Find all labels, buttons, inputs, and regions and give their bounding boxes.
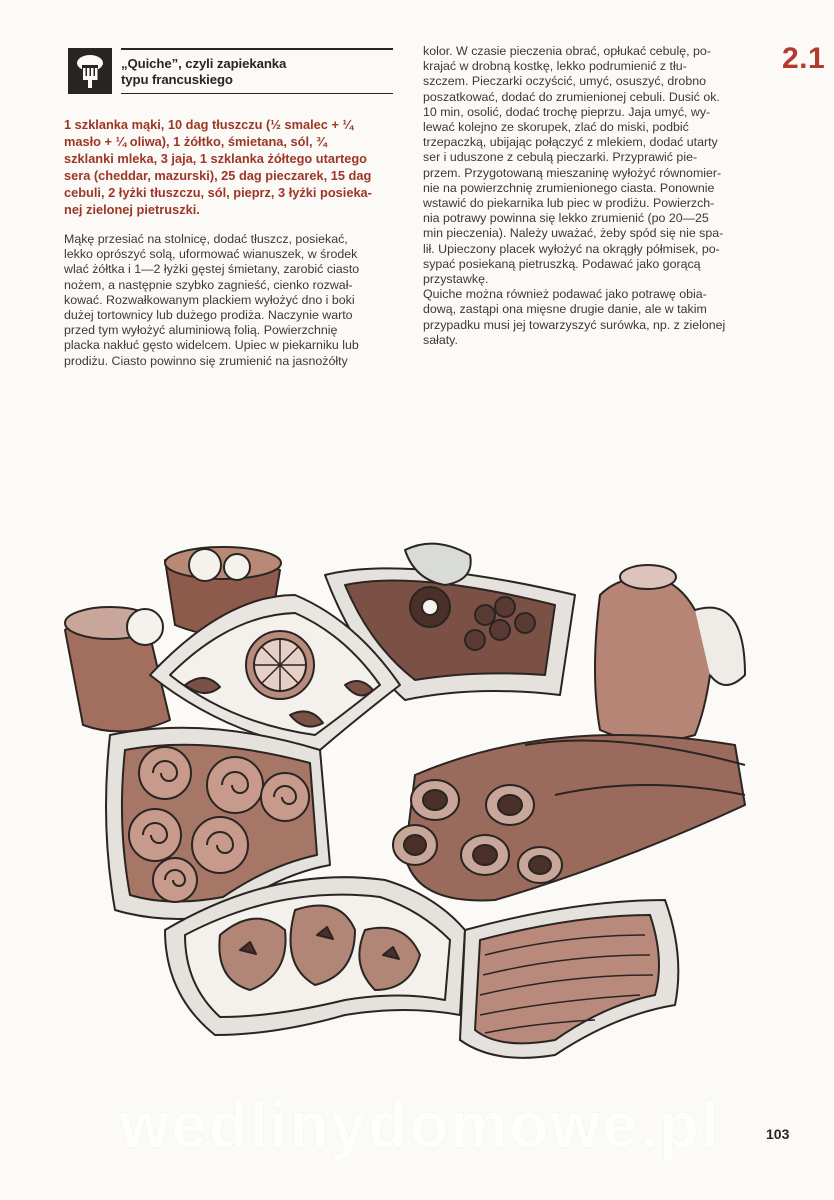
- text-line: dową, zastąpi ona mięsne drugie danie, ale w takim: [423, 302, 707, 317]
- recipe-title-line: typu francuskiego: [121, 72, 233, 87]
- text-line: szczem. Pieczarki oczyścić, umyć, osuszyć, drobno: [423, 74, 707, 89]
- ingredients-line: szklanki mleka, 3 jaja, 1 szklanka żółtego utartego: [64, 151, 367, 166]
- text-line: przystawkę.: [423, 272, 489, 287]
- text-line: sypać posiekaną pietruszką. Podawać jako gorącą: [423, 256, 701, 271]
- text-line: przem. Przygotowaną mieszaninę wyłożyć równomier-: [423, 165, 722, 180]
- instructions-left-column: [64, 232, 394, 369]
- section-number: 2.1: [782, 42, 826, 75]
- tray-fish: [460, 900, 678, 1058]
- instructions-right-column: [423, 44, 768, 348]
- ingredients-line: sera (cheddar, mazurski), 25 dag pieczarek, 15 dag: [64, 168, 372, 183]
- text-line: min pieczenia). Należy uważać, żeby spód się nie spa-: [423, 226, 724, 241]
- ingredients-list: [64, 116, 394, 218]
- text-line: ser i uduszone z cebulą pieczarki. Przyprawić pie-: [423, 150, 698, 165]
- text-line: kolor. W czasie pieczenia obrać, opłukać cebulę, po-: [423, 44, 711, 58]
- ingredients-line: cebuli, 2 łyżki tłuszczu, sól, pieprz, 3 łyżki posieka-: [64, 185, 372, 200]
- text-line: dużej tortownicy lub dużego prodiża. Naczynie warto: [64, 308, 353, 323]
- page-number: 103: [766, 1126, 790, 1142]
- text-line: lił. Upieczony placek wyłożyć na okrągły półmisek, po-: [423, 241, 720, 256]
- text-line: poszatkować, dodać do zrumienionej cebuli. Dusić ok.: [423, 89, 720, 104]
- text-line: prodiżu. Ciasto powinno się zrumienić na jasnożółty: [64, 353, 348, 368]
- text-line: przed tym wyłożyć aluminiową folią. Powierzchnię: [64, 323, 338, 338]
- watermark: wedlinydomowe.pl: [119, 1089, 721, 1161]
- text-line: placka nakłuć gęsto widelcem. Upiec w piekarniku lub: [64, 338, 359, 353]
- text-line: nożem, a następnie szybko zagnieść, cienko rozwał-: [64, 277, 353, 292]
- fork-icon: [68, 48, 112, 94]
- ingredients-line: nej zielonej pietruszki.: [64, 202, 200, 217]
- bottle: [595, 565, 745, 741]
- text-line: kować. Rozwałkowanym plackiem wyłożyć dno i boki: [64, 292, 355, 307]
- ingredients-line: 1 szklanka mąki, 10 dag tłuszczu (½ smalec + ¼: [64, 117, 354, 132]
- text-line: nia potrawy powinna się lekko zrumienić (po 20—25: [423, 211, 709, 226]
- text-line: 10 min, osolić, dodać trochę pieprzu. Jaja umyć, wy-: [423, 104, 711, 119]
- ham-rolls: [393, 735, 745, 900]
- ingredients-line: masło + ¼ oliwa), 1 żółtko, śmietana, sól, ¾: [64, 134, 327, 149]
- text-line: wlać żółtka i 1—2 łyżki gęstej śmietany, zarobić ciasto: [64, 262, 360, 277]
- text-line: przypadku musi jej towarzyszyć surówka, np. z zielonej: [423, 317, 726, 332]
- recipe-title-line: „Quiche”, czyli zapiekanka: [121, 56, 287, 71]
- text-line: wstawić do piekarnika lub piec w prodiżu. Powierzch-: [423, 196, 715, 211]
- text-line: krajać w drobną kostkę, lekko podrumienić z tłu-: [423, 59, 687, 74]
- text-line: Quiche można również podawać jako potrawę obia-: [423, 287, 707, 302]
- text-line: lekko oprószyć solą, uformować wianuszek, w środek: [64, 247, 358, 262]
- title-rule-top: [121, 48, 393, 50]
- title-rule-bottom: [121, 93, 393, 94]
- text-line: nie na powierzchnię zrumienionego ciasta. Ponownie: [423, 180, 715, 195]
- text-line: Mąkę przesiać na stolnicę, dodać tłuszcz, posiekać,: [64, 232, 348, 246]
- appetizer-platter-illustration: [55, 535, 755, 1105]
- recipe-title: [121, 56, 393, 88]
- text-line: trzepaczką, ubijając połączyć z mlekiem, dodać utarty: [423, 135, 718, 150]
- recipe-title-block: [68, 48, 393, 96]
- text-line: lewać kolejno ze skorupek, zlać do miski, podbić: [423, 120, 689, 135]
- text-line: sałaty.: [423, 332, 458, 347]
